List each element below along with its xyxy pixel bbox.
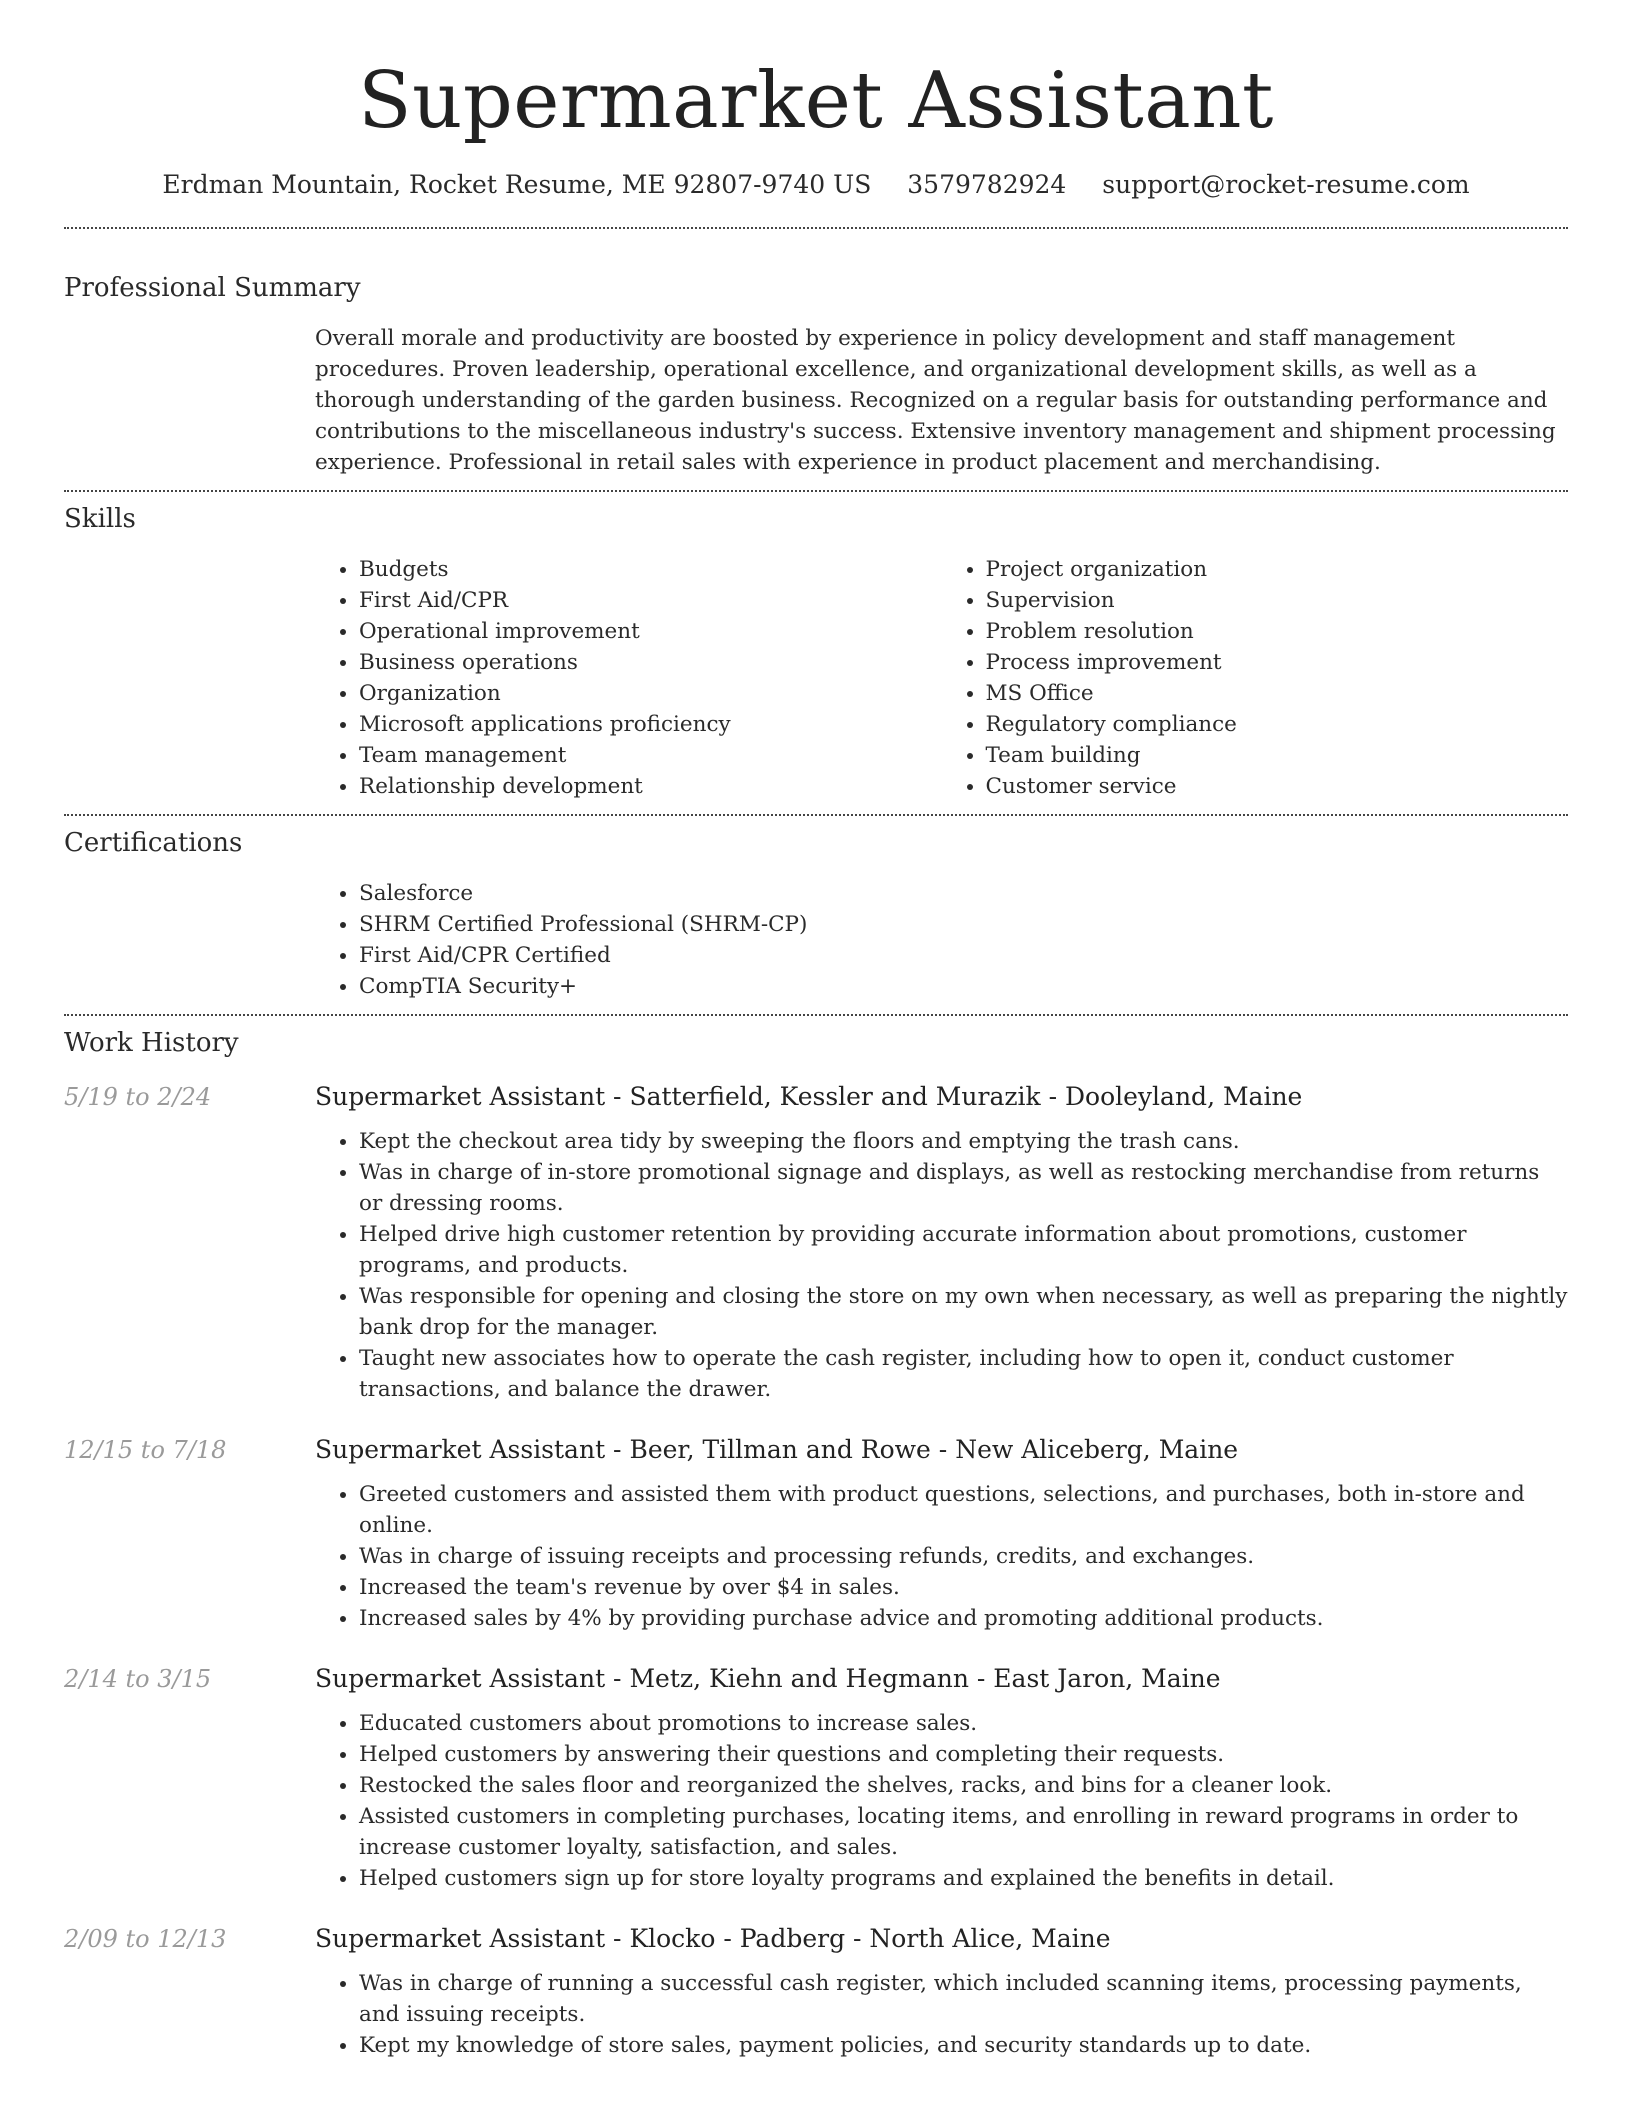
job-title: Supermarket Assistant - Metz, Kiehn and Hegmann - East Jaron, Maine [315, 1664, 1221, 1693]
skills-column-right [942, 554, 1569, 802]
contact-phone: 3579782924 [907, 170, 1067, 199]
skill-item: • Team management [359, 740, 942, 771]
section-divider [64, 814, 1568, 816]
skill-item: • Customer service [986, 771, 1569, 802]
job-duty: • Kept my knowledge of store sales, payment policies, and security standards up to date. [359, 2030, 1568, 2061]
job-entry [64, 1433, 1568, 1634]
section-divider [64, 1014, 1568, 1016]
job-dates: 12/15 to 7/18 [64, 1436, 227, 1464]
contact-line [64, 168, 1568, 202]
skill-item: • MS Office [986, 678, 1569, 709]
job-title: Supermarket Assistant - Satterfield, Kessler and Murazik - Dooleyland, Maine [315, 1082, 1303, 1111]
job-duties-list [315, 1968, 1568, 2061]
job-duty: • Greeted customers and assisted them with product questions, selections, and purchases, both in-store and online. [359, 1479, 1568, 1541]
contact-email: support@rocket-resume.com [1102, 170, 1470, 199]
job-entry [64, 1662, 1568, 1894]
skill-item: • Process improvement [986, 647, 1569, 678]
certification-item: • SHRM Certified Professional (SHRM-CP) [359, 909, 1568, 940]
job-duty: • Increased sales by 4% by providing purchase advice and promoting additional products. [359, 1603, 1568, 1634]
skill-item: • Team building [986, 740, 1569, 771]
job-duty: • Increased the team's revenue by over $4 in sales. [359, 1572, 1568, 1603]
contact-address: Erdman Mountain, Rocket Resume, ME 92807-9740 US [162, 170, 872, 199]
skill-item: • Operational improvement [359, 616, 942, 647]
job-body [315, 1922, 1568, 2061]
skill-item: • Problem resolution [986, 616, 1569, 647]
skill-item: • Microsoft applications proficiency [359, 709, 942, 740]
skill-item: • Business operations [359, 647, 942, 678]
job-duty: • Was responsible for opening and closing the store on my own when necessary, as well as preparing the nightly bank drop for the manager. [359, 1281, 1568, 1343]
certifications-heading: Certifications [64, 828, 243, 858]
certifications-section [315, 878, 1568, 1002]
section-divider [64, 227, 1568, 229]
summary-section [315, 323, 1568, 478]
skill-item: • Relationship development [359, 771, 942, 802]
job-duty: • Helped customers by answering their questions and completing their requests. [359, 1739, 1568, 1770]
summary-heading: Professional Summary [64, 273, 361, 303]
job-duty: • Restocked the sales floor and reorganized the shelves, racks, and bins for a cleaner look. [359, 1770, 1568, 1801]
job-duty: • Was in charge of issuing receipts and processing refunds, credits, and exchanges. [359, 1541, 1568, 1572]
skill-item: • Budgets [359, 554, 942, 585]
job-body [315, 1662, 1568, 1894]
skill-item: • Organization [359, 678, 942, 709]
job-duty: • Kept the checkout area tidy by sweeping the floors and emptying the trash cans. [359, 1126, 1568, 1157]
certifications-list [315, 878, 1568, 1002]
section-divider [64, 490, 1568, 492]
skill-item: • Regulatory compliance [986, 709, 1569, 740]
job-duty: • Assisted customers in completing purchases, locating items, and enrolling in reward programs in order to increase customer loyalty, satisfaction, and sales. [359, 1801, 1568, 1863]
job-entry [64, 1922, 1568, 2061]
skill-item: • First Aid/CPR [359, 585, 942, 616]
job-title: Supermarket Assistant - Klocko - Padberg - North Alice, Maine [315, 1924, 1111, 1953]
job-dates: 2/14 to 3/15 [64, 1665, 212, 1693]
job-duties-list [315, 1126, 1568, 1405]
job-duty: • Helped customers sign up for store loyalty programs and explained the benefits in detail. [359, 1863, 1568, 1894]
skills-column-left [315, 554, 942, 802]
job-duty: • Helped drive high customer retention by providing accurate information about promotions, customer programs, and products. [359, 1219, 1568, 1281]
job-duty: • Taught new associates how to operate the cash register, including how to open it, conduct customer transactions, and balance the drawer. [359, 1343, 1568, 1405]
resume-name: Supermarket Assistant [358, 56, 1274, 146]
job-body [315, 1433, 1568, 1634]
job-entry [64, 1080, 1568, 1405]
job-dates: 2/09 to 12/13 [64, 1925, 227, 1953]
skills-list [315, 554, 1568, 802]
skill-item: • Supervision [986, 585, 1569, 616]
job-title: Supermarket Assistant - Beer, Tillman and Rowe - New Aliceberg, Maine [315, 1435, 1239, 1464]
certification-item: • CompTIA Security+ [359, 971, 1568, 1002]
skills-heading: Skills [64, 504, 136, 534]
job-dates: 5/19 to 2/24 [64, 1083, 212, 1111]
certification-item: • Salesforce [359, 878, 1568, 909]
job-duty: • Was in charge of in-store promotional signage and displays, as well as restocking merchandise from returns or dressing rooms. [359, 1157, 1568, 1219]
work-history-heading: Work History [64, 1028, 239, 1058]
job-duties-list [315, 1479, 1568, 1634]
job-body [315, 1080, 1568, 1405]
skill-item: • Project organization [986, 554, 1569, 585]
certification-item: • First Aid/CPR Certified [359, 940, 1568, 971]
summary-text: Overall morale and productivity are boosted by experience in policy development and staff management procedures. Proven leadership, operational excellence, and organizational development skills, as well as a thorough understanding of the garden business. Recognized on a regular basis for outstanding performance and contributions to the miscellaneous industry's success. Extensive inventory management and shipment processing experience. Professional in retail sales with experience in product placement and merchandising. [315, 326, 1556, 475]
resume-page [64, 0, 1568, 2061]
job-duties-list [315, 1708, 1568, 1894]
job-duty: • Was in charge of running a successful cash register, which included scanning items, processing payments, and issuing receipts. [359, 1968, 1568, 2030]
job-duty: • Educated customers about promotions to increase sales. [359, 1708, 1568, 1739]
